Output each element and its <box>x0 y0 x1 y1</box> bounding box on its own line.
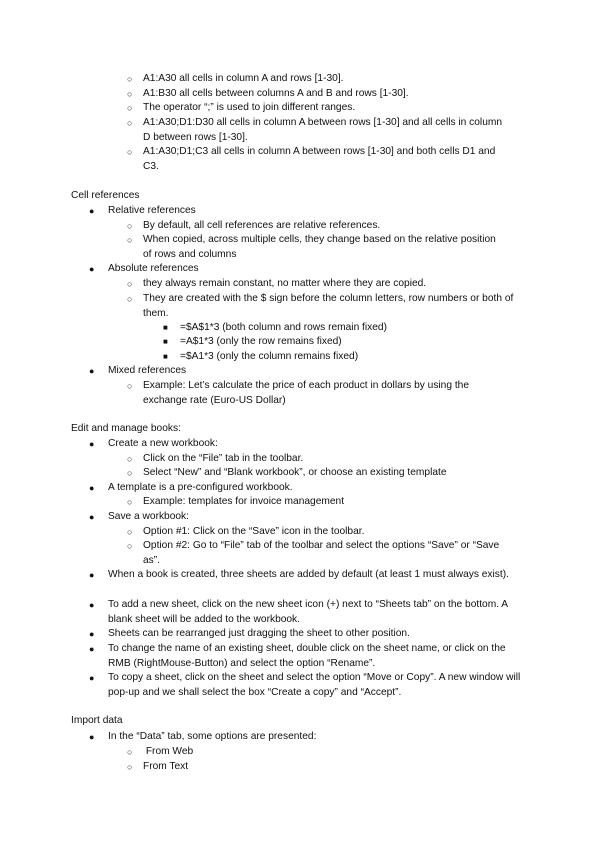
bullet-dot: ● <box>89 673 95 683</box>
section-heading-import-data: Import data <box>71 715 123 726</box>
bullet-dot: ● <box>89 629 95 639</box>
create-workbook-label: Create a new workbook: <box>108 438 218 449</box>
template-item: Example: templates for invoice management <box>143 496 345 507</box>
create-item: Click on the “File” tab in the toolbar. <box>143 453 304 464</box>
range-item: The operator “;” is used to join different ranges. <box>143 102 356 113</box>
range-item: A1:A30;D1;C3 all cells in column A between rows [1-30] and both cells D1 and C3. <box>143 146 496 172</box>
import-item: From Text <box>143 761 189 772</box>
import-item: From Web <box>143 746 194 757</box>
import-data-label: In the “Data” tab, some options are presented: <box>108 731 317 742</box>
bullet-dot: ● <box>89 512 95 522</box>
bullet-circle: ○ <box>127 235 133 245</box>
sheet-bullet: Sheets can be rearranged just dragging the sheet to other position. <box>108 628 410 639</box>
section-heading-edit-books: Edit and manage books: <box>71 423 181 434</box>
bullet-square: ■ <box>163 337 168 346</box>
absolute-example: =$A1*3 (only the column remains fixed) <box>180 351 359 362</box>
bullet-square: ■ <box>163 323 168 332</box>
bullet-circle: ○ <box>127 103 133 113</box>
range-item: A1:A30;D1:D30 all cells in column A between rows [1-30] and all cells in column D between rows [1-30]. <box>143 117 503 143</box>
bullet-dot: ● <box>89 644 95 654</box>
save-workbook-label: Save a workbook: <box>108 511 189 522</box>
bullet-dot: ● <box>89 264 95 274</box>
bullet-circle: ○ <box>127 454 133 464</box>
bullet-circle: ○ <box>127 468 133 478</box>
save-item: Option #1: Click on the “Save” icon in the toolbar. <box>143 526 365 537</box>
range-item: A1:A30 all cells in column A and rows [1-30]. <box>143 73 344 84</box>
bullet-dot: ● <box>89 439 95 449</box>
bullet-circle: ○ <box>127 118 133 128</box>
relative-item: By default, all cell references are relative references. <box>143 220 381 231</box>
save-item: Option #2: Go to “File” tab of the toolbar and select the options “Save” or “Save as”. <box>143 540 500 566</box>
absolute-example: =A$1*3 (only the row remains fixed) <box>180 336 342 347</box>
create-item: Select “New” and “Blank workbook”, or choose an existing template <box>143 467 447 478</box>
bullet-square: ■ <box>163 352 168 361</box>
relative-item: When copied, across multiple cells, they change based on the relative position of rows and columns <box>143 234 496 260</box>
bullet-circle: ○ <box>127 762 133 772</box>
bullet-dot: ● <box>89 366 95 376</box>
bullet-circle: ○ <box>127 527 133 537</box>
bullet-dot: ● <box>89 570 95 580</box>
section-heading-cell-references: Cell references <box>71 190 140 201</box>
bullet-circle: ○ <box>127 279 133 289</box>
bullet-dot: ● <box>89 600 95 610</box>
bullet-circle: ○ <box>127 147 133 157</box>
bullet-circle: ○ <box>127 74 133 84</box>
bullet-circle: ○ <box>127 381 133 391</box>
sheet-bullet: To copy a sheet, click on the sheet and select the option “Move or Copy”. A new window will pop-up and we shall select the box “Create a copy” and “Accept”. <box>108 672 521 698</box>
relative-references-label: Relative references <box>108 205 196 216</box>
bullet-circle: ○ <box>127 294 133 304</box>
bullet-circle: ○ <box>127 497 133 507</box>
bullet-circle: ○ <box>127 89 133 99</box>
absolute-item: they always remain constant, no matter where they are copied. <box>143 278 427 289</box>
absolute-example: =$A$1*3 (both column and rows remain fixed) <box>180 322 387 333</box>
range-item: A1:B30 all cells between columns A and B and rows [1-30]. <box>143 88 409 99</box>
bullet-dot: ● <box>89 483 95 493</box>
bullet-circle: ○ <box>127 747 133 757</box>
sheet-bullet: To add a new sheet, click on the new sheet icon (+) next to “Sheets tab” on the bottom. A blank sheet will be added to the workbook. <box>108 599 508 625</box>
bullet-circle: ○ <box>127 221 133 231</box>
mixed-references-label: Mixed references <box>108 365 187 376</box>
sheet-bullet: When a book is created, three sheets are added by default (at least 1 must always exist). <box>108 569 509 580</box>
bullet-dot: ● <box>89 206 95 216</box>
sheet-bullet: To change the name of an existing sheet, double click on the sheet name, or click on the RMB (RightMouse-Button) and select the option “Rename”. <box>108 643 506 669</box>
mixed-item: Example: Let’s calculate the price of each product in dollars by using the exchange rate (Euro-US Dollar) <box>143 380 469 406</box>
bullet-dot: ● <box>89 732 95 742</box>
absolute-item: They are created with the $ sign before the column letters, row numbers or both of them. <box>143 293 514 319</box>
template-label: A template is a pre-configured workbook. <box>108 482 293 493</box>
absolute-references-label: Absolute references <box>108 263 199 274</box>
bullet-circle: ○ <box>127 541 133 551</box>
